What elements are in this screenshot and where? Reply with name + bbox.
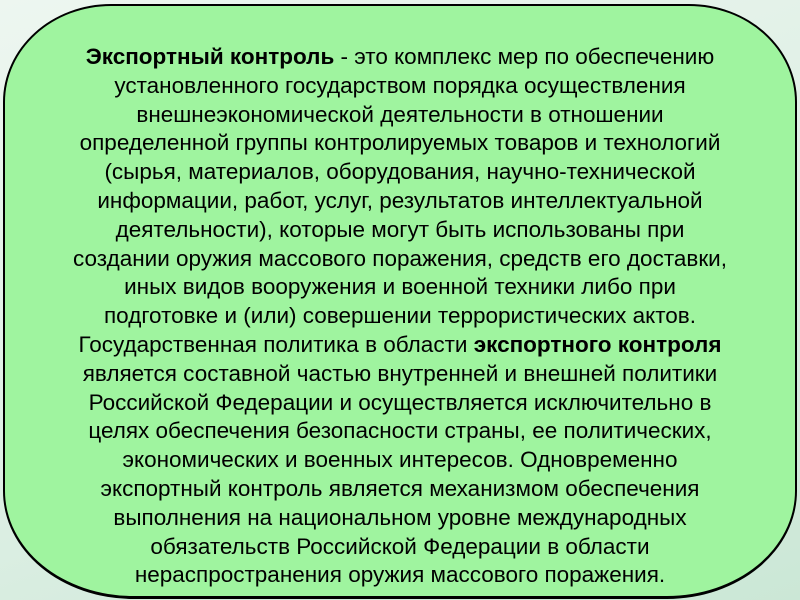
text-segment: информации, работ, услуг, результатов интеллектуальной: [97, 187, 703, 213]
text-line: [45, 129, 755, 158]
text-segment: установленного государством порядка осуществления: [114, 72, 686, 98]
text-line: [45, 504, 755, 533]
text-line: [45, 245, 755, 274]
text-segment: - это комплекс мер по обеспечению: [334, 44, 715, 69]
text-segment: Российской Федерации и осуществляется исключительно в: [88, 389, 712, 415]
text-line: [45, 446, 755, 475]
rounded-rectangle-shape: [3, 4, 797, 599]
text-segment: является составной частью внутренней и внешней политики: [82, 360, 718, 386]
text-line: [45, 72, 755, 101]
text-segment: иных видов вооружения и военной техники либо при: [124, 274, 676, 300]
text-segment: внешнеэкономической деятельности в отношении: [136, 101, 664, 127]
text-segment: выполнения на национальном уровне международных: [113, 504, 687, 530]
text-segment: деятельности), которые могут быть использованы при: [115, 216, 685, 242]
text-line: [45, 389, 755, 418]
text-line: [45, 417, 755, 446]
text-line: [45, 187, 755, 216]
text-segment: подготовке и (или) совершении террористических актов.: [104, 303, 696, 329]
text-segment: Государственная политика в области: [78, 331, 474, 357]
text-line: [45, 561, 755, 590]
text-line: [45, 43, 755, 72]
text-segment: обязательств Российской Федерации в области: [150, 533, 650, 559]
slide-text-block: [45, 43, 755, 590]
text-line: [45, 101, 755, 130]
text-line: [45, 273, 755, 302]
text-segment: (сырья, материалов, оборудования, научно-технической: [104, 159, 696, 185]
text-line: [45, 302, 755, 331]
text-line: [45, 533, 755, 562]
text-segment: создании оружия массового поражения, средств его доставки,: [72, 245, 728, 271]
bold-text-segment: экспортного контроля: [473, 331, 722, 357]
text-line: [45, 475, 755, 504]
text-segment: целях обеспечения безопасности страны, ее политических,: [88, 418, 712, 444]
text-segment: определенной группы контролируемых товаров и технологий: [79, 130, 721, 156]
bold-text-segment: Экспортный контроль: [85, 44, 335, 69]
text-line: [45, 158, 755, 187]
text-segment: нераспространения оружия массового поражения.: [134, 562, 666, 588]
text-line: [45, 360, 755, 389]
text-segment: экспортный контроль является механизмом обеспечения: [100, 475, 700, 501]
text-segment: экономических и военных интересов. Одновременно: [122, 447, 678, 473]
text-line: [45, 331, 755, 360]
text-line: [45, 216, 755, 245]
